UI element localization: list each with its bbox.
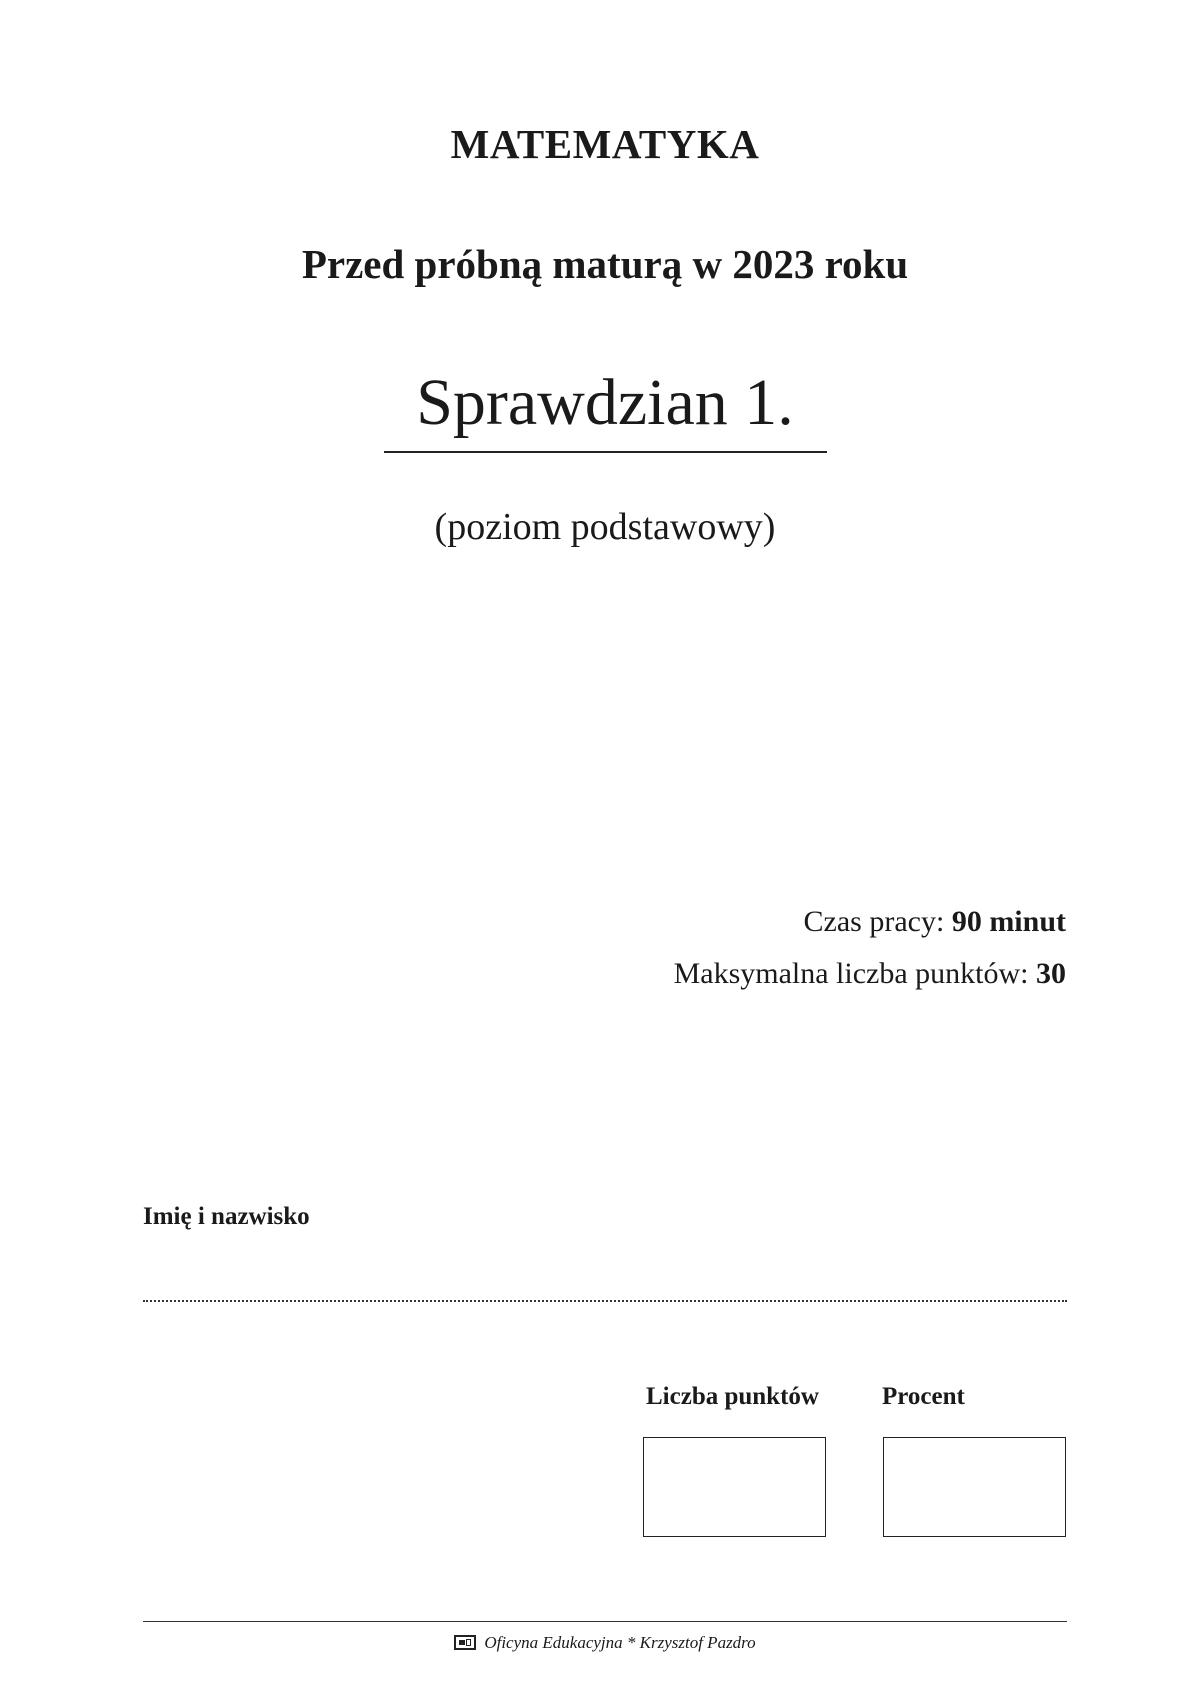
max-points-value: 30 [1036, 957, 1066, 990]
title-underline [384, 451, 827, 453]
name-field[interactable] [143, 1300, 1067, 1302]
footer-rule [143, 1621, 1067, 1622]
points-info [674, 957, 1066, 991]
subject-title: MATEMATYKA [450, 121, 760, 167]
percent-box-label: Procent [882, 1383, 965, 1410]
time-info [804, 905, 1066, 939]
exam-subtitle: Przed próbną maturą w 2023 roku [301, 241, 909, 287]
time-label: Czas pracy: [803, 905, 952, 938]
max-points-label: Maksymalna liczba punktów: [673, 957, 1036, 990]
publisher-logo-icon [454, 1635, 476, 1650]
points-box-label: Liczba punktów [646, 1383, 819, 1410]
points-box[interactable] [643, 1437, 826, 1537]
exam-level: (poziom podstawowy) [434, 506, 776, 548]
test-title: Sprawdzian 1. [416, 366, 794, 439]
footer [0, 1633, 1200, 1653]
percent-box[interactable] [883, 1437, 1066, 1537]
name-label: Imię i nazwisko [143, 1203, 310, 1230]
publisher-name: Oficyna Edukacyjna * Krzysztof Pazdro [484, 1633, 756, 1652]
time-value: 90 minut [951, 905, 1066, 938]
